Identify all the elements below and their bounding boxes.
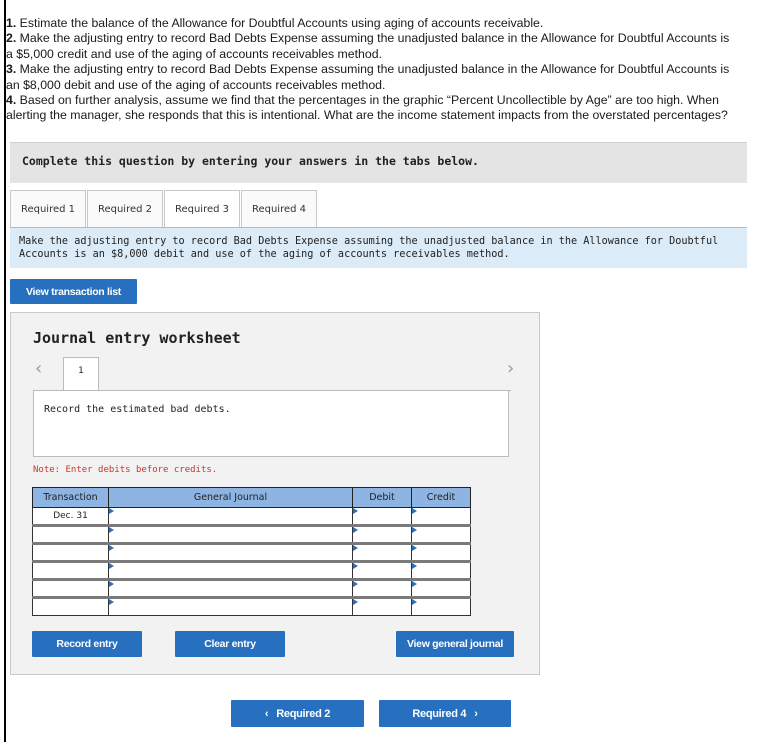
question-line: an $8,000 debit and use of the aging of accounts receivables method. [6, 77, 386, 92]
credit-input[interactable] [412, 598, 471, 616]
transaction-cell [33, 526, 109, 544]
record-text: Record the estimated bad debts. [44, 404, 231, 415]
dropdown-marker-icon [109, 563, 114, 569]
view-transaction-list-button[interactable]: View transaction list [10, 279, 137, 304]
input-marker-icon [412, 563, 417, 569]
table-row [33, 562, 471, 580]
prev-required-button[interactable] [231, 700, 364, 727]
record-entry-button[interactable]: Record entry [32, 631, 142, 657]
credit-input[interactable] [412, 508, 471, 526]
debit-input[interactable] [353, 544, 412, 562]
table-row [33, 598, 471, 616]
account-select[interactable] [109, 544, 353, 562]
input-marker-icon [353, 581, 358, 587]
input-marker-icon [353, 508, 358, 514]
account-select[interactable] [109, 580, 353, 598]
chevron-right-icon: › [474, 707, 478, 720]
instruction-text: Complete this question by entering your answers in the tabs below. [22, 154, 479, 168]
header-transaction: Transaction [33, 488, 109, 508]
next-required-label: Required 4 [412, 707, 467, 720]
input-marker-icon [412, 545, 417, 551]
header-general-journal: General Journal [109, 488, 353, 508]
debit-input[interactable] [353, 580, 412, 598]
tab-bar [10, 190, 318, 227]
table-row [33, 508, 471, 526]
table-row [33, 544, 471, 562]
tab-required-3[interactable]: Required 3 [164, 190, 240, 228]
clear-entry-button[interactable]: Clear entry [175, 631, 285, 657]
account-select[interactable] [109, 598, 353, 616]
input-marker-icon [412, 581, 417, 587]
input-marker-icon [412, 508, 417, 514]
dropdown-marker-icon [109, 599, 114, 605]
debit-input[interactable] [353, 598, 412, 616]
journal-entry-worksheet [10, 312, 540, 675]
page-tab-1[interactable]: 1 [63, 357, 99, 391]
credit-input[interactable] [412, 580, 471, 598]
dropdown-marker-icon [109, 508, 114, 514]
input-marker-icon [353, 599, 358, 605]
credit-input[interactable] [412, 526, 471, 544]
debit-input[interactable] [353, 526, 412, 544]
header-credit: Credit [412, 488, 471, 508]
tab-required-1[interactable]: Required 1 [10, 190, 86, 227]
tab-required-4[interactable]: Required 4 [241, 190, 317, 227]
debit-input[interactable] [353, 562, 412, 580]
transaction-cell [33, 544, 109, 562]
table-row [33, 526, 471, 544]
entry-note: Note: Enter debits before credits. [33, 465, 218, 475]
input-marker-icon [353, 563, 358, 569]
chevron-right-icon[interactable]: › [507, 358, 515, 379]
transaction-cell: Dec. 31 [33, 508, 109, 526]
question-line: 3. Make the adjusting entry to record Bad Debts Expense assuming the unadjusted balance in the Allowance for Doubtful Accounts is [6, 62, 730, 77]
input-marker-icon [412, 527, 417, 533]
prev-required-label: Required 2 [276, 707, 331, 720]
dropdown-marker-icon [109, 527, 114, 533]
chevron-left-icon[interactable]: ‹ [35, 358, 43, 379]
question-list [6, 16, 766, 124]
input-marker-icon [412, 599, 417, 605]
input-marker-icon [353, 545, 358, 551]
chevron-left-icon: ‹ [264, 707, 269, 720]
table-row [33, 580, 471, 598]
question-line: a $5,000 credit and use of the aging of accounts receivables method. [6, 46, 382, 61]
record-description [33, 390, 509, 457]
account-select[interactable] [109, 526, 353, 544]
credit-input[interactable] [412, 562, 471, 580]
credit-input[interactable] [412, 544, 471, 562]
instruction-bar [10, 142, 747, 183]
question-line: 4. Based on further analysis, assume we find that the percentages in the graphic “Percent Uncollectible by Age” are too high. When [6, 93, 719, 108]
dropdown-marker-icon [109, 545, 114, 551]
table-header-row [33, 488, 471, 508]
view-general-journal-button[interactable]: View general journal [396, 631, 514, 657]
account-select[interactable] [109, 508, 353, 526]
tab-required-2[interactable]: Required 2 [87, 190, 163, 227]
journal-table [32, 487, 471, 616]
dropdown-marker-icon [109, 581, 114, 587]
question-line: 1. Estimate the balance of the Allowance for Doubtful Accounts using aging of accounts receivable. [6, 16, 544, 30]
tab-prompt: Make the adjusting entry to record Bad Debts Expense assuming the unadjusted balance in the Allowance for Doubtful Accounts is an $8,000 debit and use of the aging of accounts receivables method. [10, 228, 747, 268]
transaction-cell [33, 598, 109, 616]
header-debit: Debit [353, 488, 412, 508]
question-line: 2. Make the adjusting entry to record Bad Debts Expense assuming the unadjusted balance in the Allowance for Doubtful Accounts is [6, 31, 730, 46]
question-line: alerting the manager, she responds that this is intentional. What are the income statement impacts from the overstated percentages? [6, 108, 728, 123]
next-required-button[interactable] [379, 700, 511, 727]
input-marker-icon [353, 527, 358, 533]
transaction-cell [33, 562, 109, 580]
account-select[interactable] [109, 562, 353, 580]
worksheet-title: Journal entry worksheet [33, 329, 241, 347]
debit-input[interactable] [353, 508, 412, 526]
transaction-cell [33, 580, 109, 598]
